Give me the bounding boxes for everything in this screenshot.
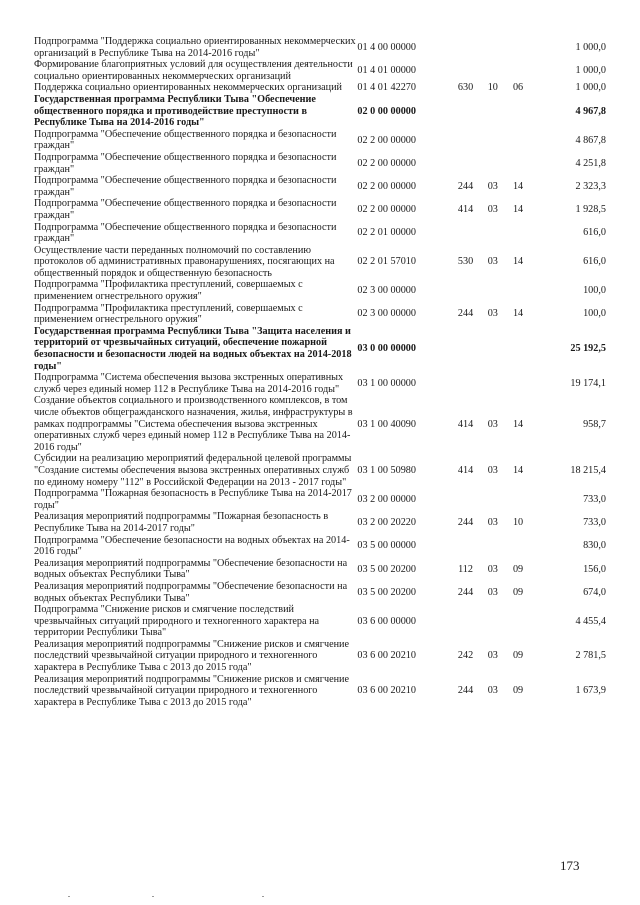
row-section [481, 129, 505, 152]
table-row [34, 222, 606, 245]
row-target-code: 03 5 00 20200 [357, 563, 416, 575]
row-name: Реализация мероприятий подпрограммы "Снижение рисков и смягчение последствий чрезвычайной ситуации природного и техногенного характера в Республике Тыва с 2013 до 2015 года" [34, 638, 350, 674]
table-row [34, 326, 606, 372]
row-expense-type: 244 [457, 308, 474, 320]
row-subsection [505, 94, 531, 129]
row-amount: 4 251,8 [575, 157, 606, 169]
row-expense-type [450, 129, 480, 152]
row-name: Подпрограмма "Обеспечение общественного порядка и безопасности граждан" [34, 151, 337, 175]
row-section [481, 279, 505, 302]
row-expense-type [450, 326, 480, 372]
row-target-code: 03 1 00 00000 [357, 378, 416, 390]
table-row [34, 372, 606, 395]
row-section: 03 [487, 256, 498, 268]
row-name: Реализация мероприятий подпрограммы "Обеспечение безопасности на водных объектах Республики Тыва" [34, 580, 348, 604]
row-target-code: 02 3 00 00000 [357, 308, 416, 320]
row-target-code: 01 4 01 00000 [357, 64, 416, 76]
row-target-code: 03 0 00 00000 [357, 343, 416, 355]
row-section [481, 535, 505, 558]
row-expense-type [450, 372, 480, 395]
row-section: 03 [487, 685, 498, 697]
row-subsection [505, 129, 531, 152]
page-number: 173 [560, 858, 580, 873]
row-amount: 958,7 [583, 418, 606, 430]
table-row [34, 129, 606, 152]
row-name: Подпрограмма "Обеспечение общественного порядка и безопасности граждан" [34, 175, 337, 198]
row-target-code: 02 2 00 00000 [357, 204, 416, 216]
table-row [34, 453, 606, 488]
row-subsection: 06 [512, 82, 524, 94]
row-amount: 616,0 [583, 227, 606, 239]
row-target-code: 03 2 00 20220 [357, 517, 416, 529]
row-name: Подпрограмма "Пожарная безопасность в Республике Тыва на 2014-2017 годы" [34, 488, 352, 511]
row-section: 10 [487, 82, 498, 94]
row-expense-type: 530 [457, 256, 474, 268]
row-amount: 4 967,8 [575, 105, 606, 117]
row-subsection [505, 59, 531, 82]
row-amount: 100,0 [583, 308, 606, 320]
row-amount: 1 000,0 [575, 64, 606, 76]
budget-table [34, 36, 606, 708]
row-subsection [505, 372, 531, 395]
row-target-code: 03 1 00 50980 [357, 464, 416, 476]
row-target-code: 02 2 00 00000 [357, 157, 416, 169]
row-section [481, 152, 505, 175]
row-expense-type: 244 [457, 180, 474, 192]
row-name: Субсидии на реализацию мероприятий федеральной целевой программы "Создание системы обеспечения вызова экстренных оперативных служб по единому номеру "112" в Российской Федерации на 2013 - 2017 годы" [34, 453, 352, 488]
row-target-code: 02 2 01 00000 [357, 227, 416, 239]
row-subsection [505, 222, 531, 245]
row-target-code: 03 6 00 20210 [357, 685, 416, 697]
row-expense-type: 414 [457, 464, 474, 476]
table-row [34, 581, 606, 604]
row-target-code: 03 6 00 00000 [357, 615, 416, 627]
row-expense-type: 244 [457, 685, 474, 697]
row-target-code: 03 5 00 00000 [357, 540, 416, 552]
scan-artifact [262, 896, 264, 897]
row-target-code: 03 6 00 20210 [357, 650, 416, 662]
table-row [34, 152, 606, 175]
row-amount: 1 673,9 [575, 685, 606, 697]
row-expense-type [450, 59, 480, 82]
row-expense-type: 414 [457, 204, 474, 216]
row-expense-type: 242 [457, 650, 474, 662]
row-subsection: 09 [512, 563, 524, 575]
row-name: Подпрограмма "Обеспечение общественного порядка и безопасности граждан" [34, 198, 337, 221]
row-section [481, 372, 505, 395]
table-row [34, 535, 606, 558]
row-amount: 156,0 [583, 563, 606, 575]
table-row [34, 175, 606, 198]
row-name: Подпрограмма "Поддержка социально ориентированных некоммерческих организаций в Республике Тыва на 2014-2016 годы" [34, 36, 356, 59]
row-amount: 2 323,3 [575, 180, 606, 192]
row-name: Государственная программа Республики Тыва "Обеспечение общественного порядка и противодействие преступности в Республике Тыва на 2014-2016 годы" [34, 93, 316, 129]
row-expense-type [450, 279, 480, 302]
row-name: Государственная программа Республики Тыва "Защита населения и территорий от чрезвычайных ситуаций, обеспечение пожарной безопасности и безопасности людей на водных объектах на 2014-2018 годы" [34, 325, 352, 372]
row-target-code: 01 4 01 42270 [357, 82, 416, 94]
row-amount: 674,0 [583, 586, 606, 598]
row-name: Создание объектов социального и производственного комплексов, в том числе объектов общегражданского назначения, жилья, инфраструктуры в рамках подпрограммы "Система обеспечения вызова экстренных оперативных служб через единый номер 112 в Республике Тыва на 2014-2016 годы" [34, 395, 353, 453]
table-row [34, 395, 606, 453]
row-subsection: 14 [512, 204, 524, 216]
table-row [34, 59, 606, 82]
budget-table-body [34, 36, 606, 708]
row-section [481, 604, 505, 639]
row-amount: 25 192,5 [570, 343, 606, 355]
row-section: 03 [487, 517, 498, 529]
row-amount: 616,0 [583, 256, 606, 268]
row-amount: 18 215,4 [570, 464, 606, 476]
table-row [34, 511, 606, 534]
row-amount: 1 928,5 [575, 204, 606, 216]
row-subsection: 14 [512, 464, 524, 476]
table-row [34, 558, 606, 581]
row-subsection [505, 326, 531, 372]
row-section [481, 94, 505, 129]
row-expense-type [450, 36, 480, 59]
row-name: Поддержка социально ориентированных некоммерческих организаций [34, 82, 343, 94]
row-name: Подпрограмма "Профилактика преступлений, совершаемых с применением огнестрельного оружия" [34, 279, 303, 303]
row-section [481, 36, 505, 59]
row-section: 03 [487, 650, 498, 662]
row-expense-type: 112 [458, 563, 473, 575]
row-amount: 4 455,4 [575, 615, 606, 627]
row-subsection [505, 36, 531, 59]
row-subsection: 14 [512, 256, 524, 268]
row-name: Осуществление части переданных полномочий по составлению протоколов об административных правонарушениях, посягающих на общественный порядок и общественную безопасность [34, 244, 335, 279]
table-row [34, 245, 606, 280]
row-target-code: 02 3 00 00000 [357, 285, 416, 297]
row-subsection: 14 [512, 180, 524, 192]
row-target-code: 02 2 00 00000 [357, 134, 416, 146]
row-section: 03 [487, 464, 498, 476]
row-section [481, 59, 505, 82]
row-expense-type [450, 488, 480, 511]
row-amount: 1 000,0 [575, 82, 606, 94]
table-row [34, 82, 606, 94]
row-name: Подпрограмма "Система обеспечения вызова экстренных оперативных служб через единый номер 112 в Республике Тыва на 2014-2016 годы" [34, 372, 344, 395]
table-row [34, 674, 606, 709]
row-section: 03 [487, 308, 498, 320]
row-amount: 830,0 [583, 540, 606, 552]
row-target-code: 02 0 00 00000 [357, 105, 416, 117]
row-target-code: 02 2 01 57010 [357, 256, 416, 268]
row-subsection: 14 [512, 418, 524, 430]
row-name: Реализация мероприятий подпрограммы "Снижение рисков и смягчение последствий чрезвычайной ситуации природного и техногенного характера в Республике Тыва с 2013 до 2015 года" [34, 673, 350, 708]
row-section: 03 [487, 563, 498, 575]
row-name: Реализация мероприятий подпрограммы "Обеспечение безопасности на водных объектах Республики Тыва" [34, 557, 348, 581]
row-amount: 733,0 [583, 493, 606, 505]
table-row [34, 303, 606, 326]
row-subsection [505, 152, 531, 175]
table-row [34, 279, 606, 302]
row-amount: 2 781,5 [575, 650, 606, 662]
row-section: 03 [487, 180, 498, 192]
row-amount: 19 174,1 [570, 378, 606, 390]
table-row [34, 198, 606, 221]
row-expense-type: 630 [457, 82, 474, 94]
row-target-code: 03 1 00 40090 [357, 418, 416, 430]
row-subsection: 09 [512, 685, 524, 697]
row-name: Реализация мероприятий подпрограммы "Пожарная безопасность в Республике Тыва на 2014-2017 годы" [34, 511, 329, 534]
row-expense-type [450, 94, 480, 129]
scan-artifact [152, 896, 154, 897]
row-expense-type [450, 535, 480, 558]
table-row [34, 604, 606, 639]
row-target-code: 03 5 00 20200 [357, 586, 416, 598]
row-target-code: 02 2 00 00000 [357, 180, 416, 192]
row-expense-type: 244 [457, 586, 474, 598]
table-row [34, 94, 606, 129]
row-subsection [505, 535, 531, 558]
row-name: Подпрограмма "Обеспечение безопасности на водных объектах на 2014-2016 годы" [34, 534, 350, 558]
row-section: 03 [487, 204, 498, 216]
row-section [481, 326, 505, 372]
row-amount: 1 000,0 [575, 41, 606, 53]
row-amount: 100,0 [583, 285, 606, 297]
row-expense-type: 414 [457, 418, 474, 430]
row-target-code: 01 4 00 00000 [357, 41, 416, 53]
row-subsection: 10 [512, 517, 524, 529]
row-expense-type [450, 222, 480, 245]
row-subsection: 09 [512, 586, 524, 598]
row-subsection: 09 [512, 650, 524, 662]
row-name: Подпрограмма "Профилактика преступлений, совершаемых с применением огнестрельного оружия" [34, 302, 303, 326]
row-expense-type [450, 152, 480, 175]
row-section: 03 [487, 418, 498, 430]
row-name: Подпрограмма "Снижение рисков и смягчение последствий чрезвычайных ситуаций природного и техногенного характера на территории Республики Тыва" [34, 604, 320, 639]
row-section: 03 [487, 586, 498, 598]
row-subsection [505, 488, 531, 511]
row-name: Подпрограмма "Обеспечение общественного порядка и безопасности граждан" [34, 128, 337, 152]
row-subsection: 14 [512, 308, 524, 320]
row-amount: 733,0 [583, 517, 606, 529]
row-name: Подпрограмма "Обеспечение общественного порядка и безопасности граждан" [34, 221, 337, 245]
row-section [481, 222, 505, 245]
row-section [481, 488, 505, 511]
table-row [34, 488, 606, 511]
row-amount: 4 867,8 [575, 134, 606, 146]
row-target-code: 03 2 00 00000 [357, 493, 416, 505]
row-subsection [505, 279, 531, 302]
row-name: Формирование благоприятных условий для осуществления деятельности социально ориентированных некоммерческих организаций [34, 59, 353, 82]
scan-artifact [68, 896, 70, 897]
row-expense-type [450, 604, 480, 639]
table-row [34, 36, 606, 59]
table-row [34, 639, 606, 674]
row-subsection [505, 604, 531, 639]
row-expense-type: 244 [457, 517, 474, 529]
